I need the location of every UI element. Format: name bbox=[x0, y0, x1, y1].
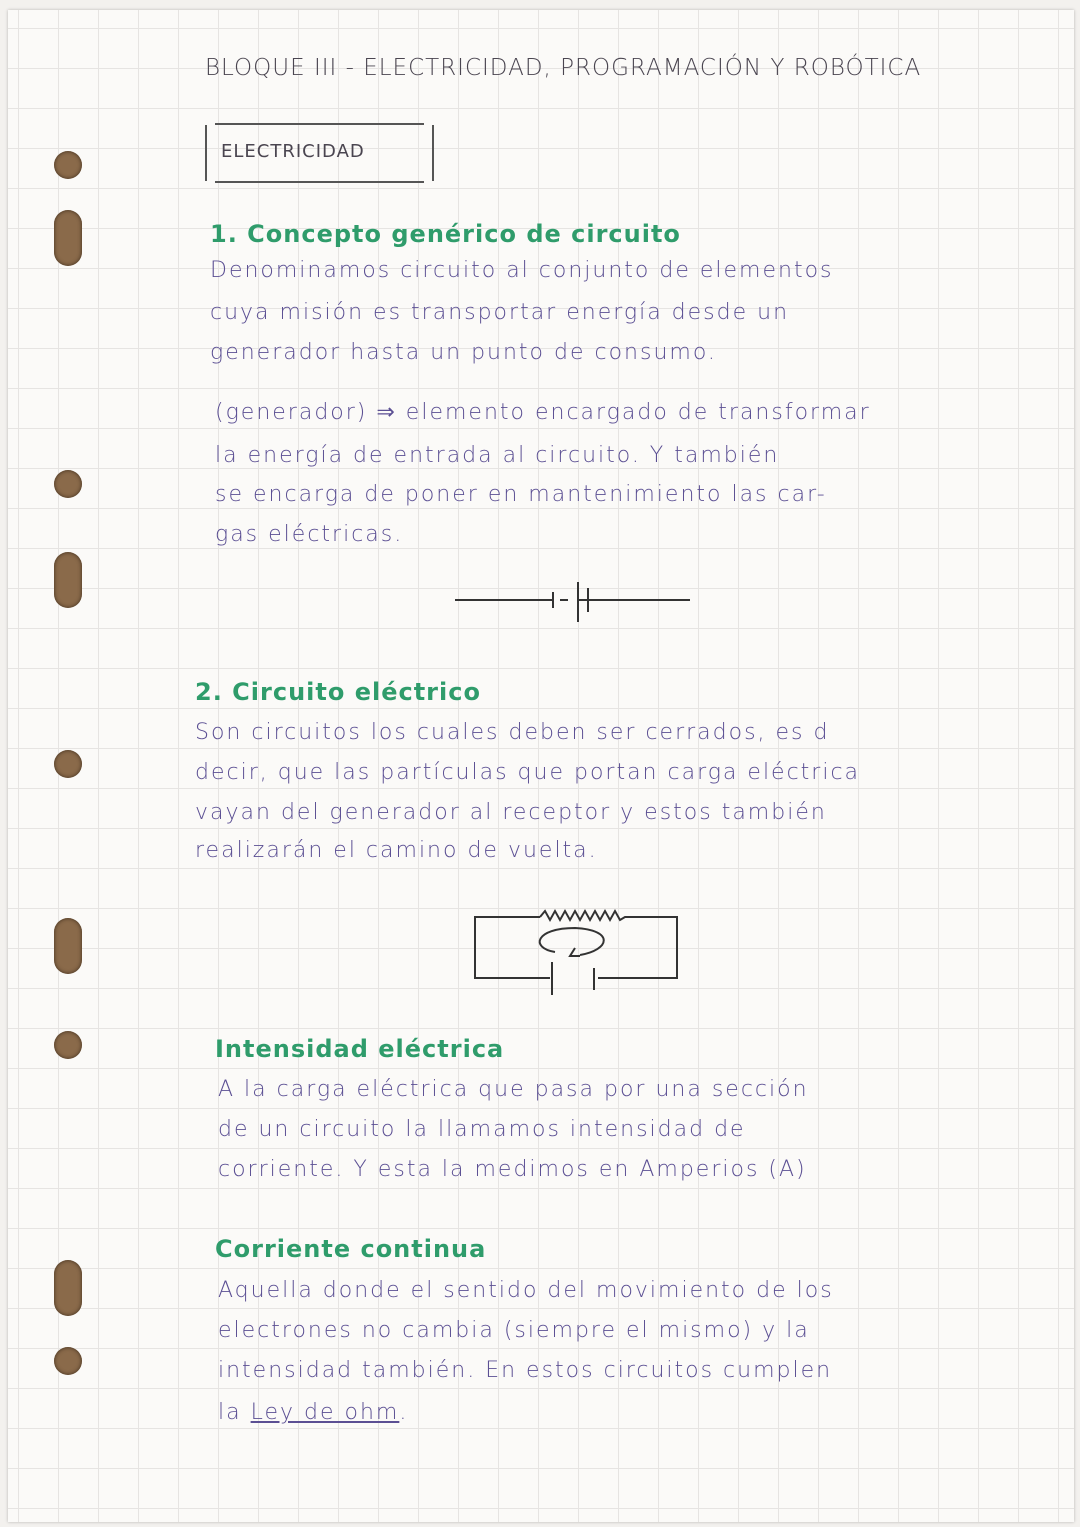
text-line: Son circuitos los cuales deben ser cerrados, es d bbox=[195, 720, 830, 745]
text-line: realizarán el camino de vuelta. bbox=[195, 838, 598, 863]
punch-hole bbox=[54, 210, 82, 266]
text-fragment: la bbox=[218, 1400, 242, 1425]
heading-intensidad: Intensidad eléctrica bbox=[215, 1035, 505, 1063]
closed-circuit-drawing bbox=[470, 900, 685, 1000]
heading-circuito-electrico: 2. Circuito eléctrico bbox=[195, 678, 481, 706]
text-line: intensidad también. En estos circuitos cumplen bbox=[218, 1358, 833, 1383]
text-line: decir, que las partículas que portan carga eléctrica bbox=[195, 760, 861, 785]
punch-hole bbox=[54, 151, 82, 179]
text-line: se encarga de poner en mantenimiento las car- bbox=[215, 482, 827, 507]
heading-concepto: 1. Concepto genérico de circuito bbox=[210, 220, 681, 248]
punch-hole bbox=[54, 552, 82, 608]
punch-hole bbox=[54, 750, 82, 778]
text-fragment: . bbox=[399, 1400, 409, 1425]
text-line: de un circuito la llamamos intensidad de bbox=[218, 1117, 746, 1142]
text-line: corriente. Y esta la medimos en Amperios (A) bbox=[218, 1157, 807, 1182]
punch-hole bbox=[54, 1347, 82, 1375]
text-line: Aquella donde el sentido del movimiento de los bbox=[218, 1278, 834, 1303]
ley-de-ohm-underlined: Ley de ohm bbox=[250, 1400, 400, 1425]
page-title: BLOQUE III - ELECTRICIDAD, PROGRAMACIÓN Y ROBÓTICA bbox=[205, 55, 922, 81]
battery-symbol-drawing bbox=[450, 580, 700, 625]
text-line: vayan del generador al receptor y estos también bbox=[195, 800, 827, 825]
text-line: la energía de entrada al circuito. Y también bbox=[215, 443, 780, 468]
text-line: A la carga eléctrica que pasa por una sección bbox=[218, 1077, 809, 1102]
heading-corriente-continua: Corriente continua bbox=[215, 1235, 487, 1263]
punch-hole bbox=[54, 1260, 82, 1316]
text-line: electrones no cambia (siempre el mismo) y la bbox=[218, 1318, 810, 1343]
text-line bbox=[218, 1400, 1008, 1425]
text-line: cuya misión es transportar energía desde un bbox=[210, 300, 790, 325]
text-line: (generador) ⇒ elemento encargado de transformar bbox=[215, 400, 871, 425]
punch-hole bbox=[54, 918, 82, 974]
punch-hole bbox=[54, 1031, 82, 1059]
text-line: Denominamos circuito al conjunto de elementos bbox=[210, 258, 834, 283]
section-box bbox=[205, 125, 434, 181]
text-line: gas eléctricas. bbox=[215, 522, 404, 547]
section-box-label: ELECTRICIDAD bbox=[221, 141, 365, 162]
text-line: generador hasta un punto de consumo. bbox=[210, 340, 717, 365]
punch-hole bbox=[54, 470, 82, 498]
